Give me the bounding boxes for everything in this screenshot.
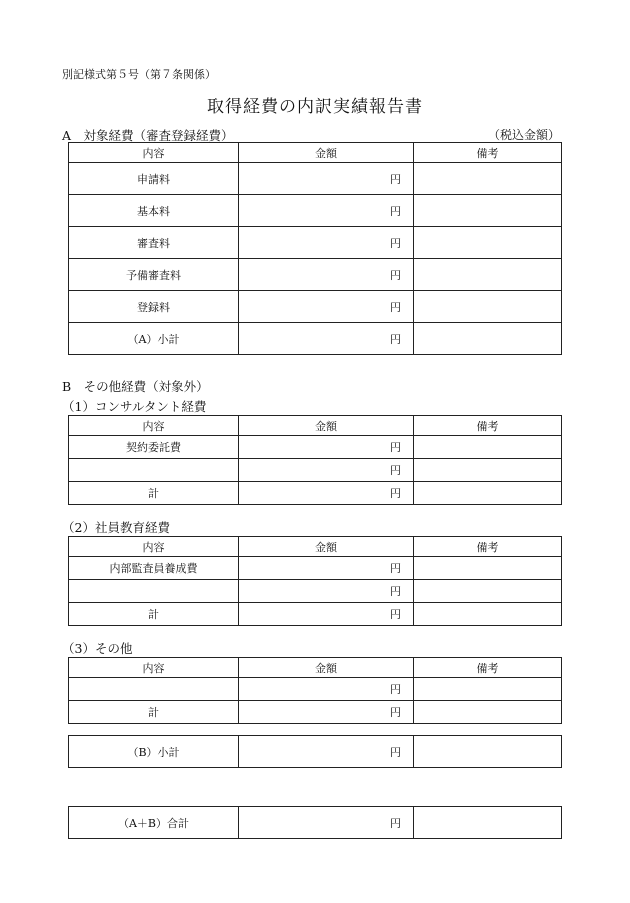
table-row: [69, 580, 562, 603]
table-row: [69, 163, 562, 195]
remarks-cell: [414, 259, 562, 291]
amount-cell: 円: [239, 195, 414, 227]
header-remarks: 備考: [414, 658, 562, 678]
section-b-subtotal-table: [68, 735, 562, 768]
table-row: [69, 259, 562, 291]
remarks-cell: [414, 163, 562, 195]
amount-cell: 円: [239, 259, 414, 291]
subtotal-row: [69, 323, 562, 355]
form-number: 別記様式第５号（第７条関係）: [62, 68, 216, 81]
grand-total-row: [69, 807, 562, 839]
row-label: 計: [69, 603, 239, 626]
amount-cell: 円: [239, 227, 414, 259]
header-amount: 金額: [239, 143, 414, 163]
total-row: [69, 482, 562, 505]
header-content: 内容: [69, 416, 239, 436]
row-label: 予備審査料: [69, 259, 239, 291]
section-b-heading: B その他経費（対象外）: [62, 379, 209, 394]
grand-total-table: [68, 806, 562, 839]
remarks-cell: [414, 678, 562, 701]
subtotal-row: [69, 736, 562, 768]
header-content: 内容: [69, 658, 239, 678]
table-row: [69, 291, 562, 323]
remarks-cell: [414, 195, 562, 227]
amount-cell: 円: [239, 736, 414, 768]
row-label: 審査料: [69, 227, 239, 259]
header-amount: 金額: [239, 416, 414, 436]
row-label: 契約委託費: [69, 436, 239, 459]
header-amount: 金額: [239, 658, 414, 678]
document-title: 取得経費の内訳実績報告書: [207, 97, 423, 117]
amount-cell: 円: [239, 678, 414, 701]
header-remarks: 備考: [414, 537, 562, 557]
row-label: 計: [69, 701, 239, 724]
tax-included-note: （税込金額）: [487, 128, 560, 142]
other-table: [68, 657, 562, 724]
remarks-cell: [414, 736, 562, 768]
amount-cell: 円: [239, 163, 414, 195]
remarks-cell: [414, 291, 562, 323]
table-row: [69, 227, 562, 259]
header-remarks: 備考: [414, 143, 562, 163]
consultant-table: [68, 415, 562, 505]
row-label: [69, 678, 239, 701]
amount-cell: 円: [239, 482, 414, 505]
table-row: [69, 678, 562, 701]
row-label: （B）小計: [69, 736, 239, 768]
row-label: 登録料: [69, 291, 239, 323]
amount-cell: 円: [239, 807, 414, 839]
amount-cell: 円: [239, 557, 414, 580]
remarks-cell: [414, 436, 562, 459]
amount-cell: 円: [239, 291, 414, 323]
header-content: 内容: [69, 537, 239, 557]
total-row: [69, 603, 562, 626]
remarks-cell: [414, 227, 562, 259]
total-row: [69, 701, 562, 724]
row-label: （A＋B）合計: [69, 807, 239, 839]
remarks-cell: [414, 557, 562, 580]
table-row: [69, 195, 562, 227]
table-header-row: [69, 658, 562, 678]
other-heading: （3）その他: [62, 641, 133, 656]
remarks-cell: [414, 459, 562, 482]
row-label: 基本料: [69, 195, 239, 227]
section-a-heading: A 対象経費（審査登録経費）: [62, 128, 234, 143]
table-row: [69, 436, 562, 459]
row-label: （A）小計: [69, 323, 239, 355]
section-a-table: [68, 142, 562, 355]
row-label: 申請料: [69, 163, 239, 195]
amount-cell: 円: [239, 459, 414, 482]
table-header-row: [69, 143, 562, 163]
header-amount: 金額: [239, 537, 414, 557]
header-remarks: 備考: [414, 416, 562, 436]
amount-cell: 円: [239, 323, 414, 355]
training-heading: （2）社員教育経費: [62, 520, 170, 535]
remarks-cell: [414, 603, 562, 626]
remarks-cell: [414, 323, 562, 355]
table-row: [69, 459, 562, 482]
table-header-row: [69, 537, 562, 557]
amount-cell: 円: [239, 436, 414, 459]
amount-cell: 円: [239, 603, 414, 626]
row-label: [69, 459, 239, 482]
table-header-row: [69, 416, 562, 436]
remarks-cell: [414, 701, 562, 724]
table-row: [69, 557, 562, 580]
amount-cell: 円: [239, 701, 414, 724]
row-label: 計: [69, 482, 239, 505]
amount-cell: 円: [239, 580, 414, 603]
training-table: [68, 536, 562, 626]
header-content: 内容: [69, 143, 239, 163]
row-label: 内部監査員養成費: [69, 557, 239, 580]
remarks-cell: [414, 580, 562, 603]
remarks-cell: [414, 482, 562, 505]
row-label: [69, 580, 239, 603]
consultant-heading: （1）コンサルタント経費: [62, 399, 207, 414]
remarks-cell: [414, 807, 562, 839]
